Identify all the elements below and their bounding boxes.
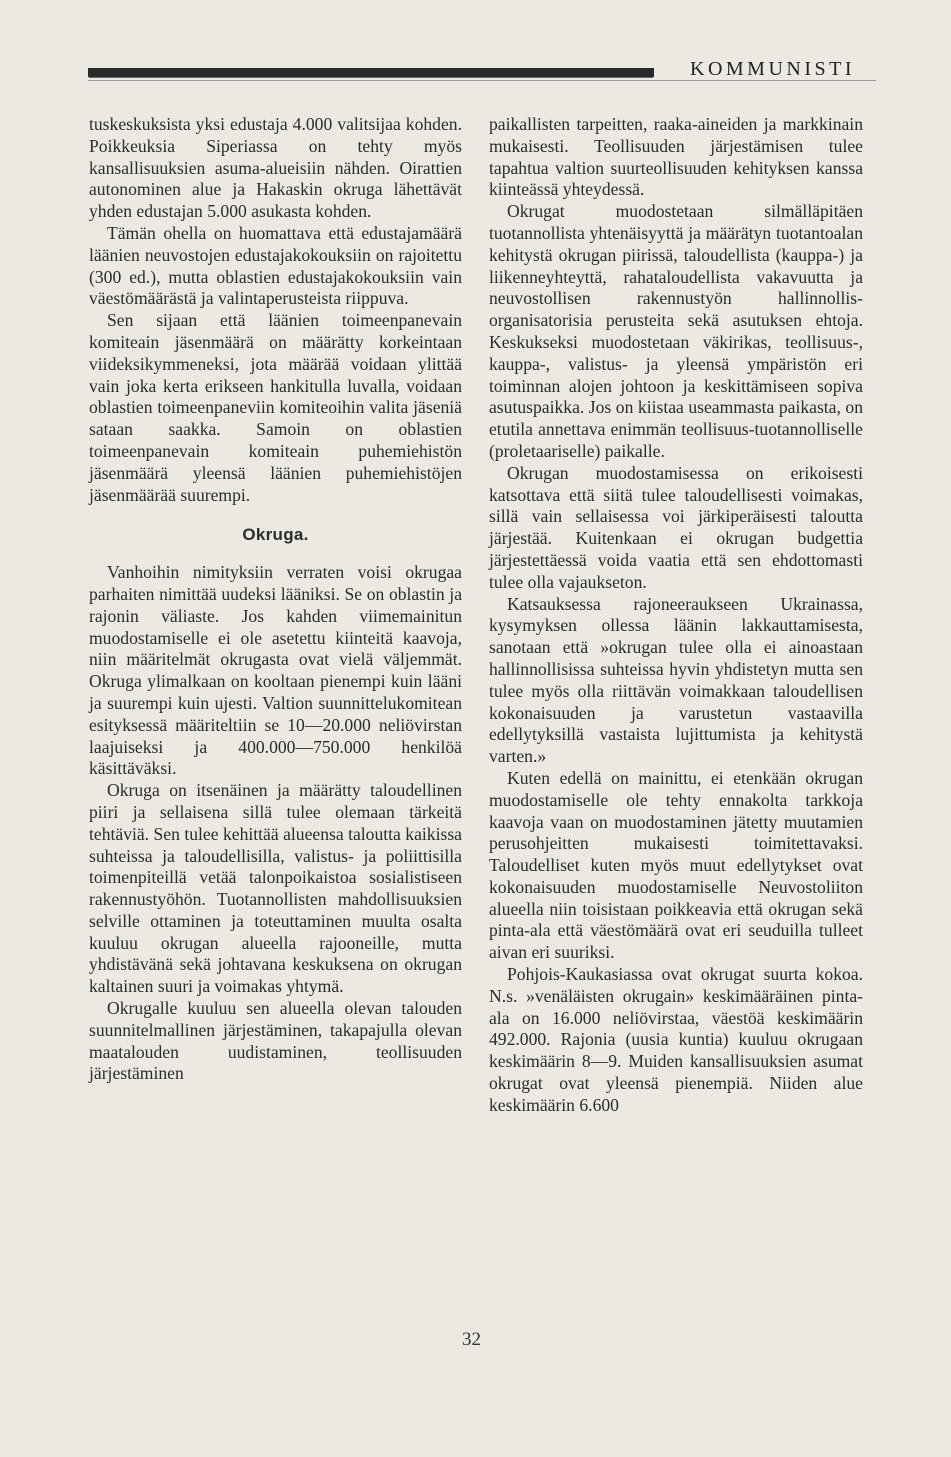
paragraph: Katsauksessa rajoneeraukseen Ukrainassa, kysymyksen ollessa läänin lakkauttamisesta, sanotaan että »okrugan tulee olla ei ainoastaan hallinnollisissa suhteissa hyvin yhdistetyn mutta sen tulee myös olla riittävän voimakkaan taloudellisen kokonaisuuden ja varustetun vastaavilla edellytyksillä vastaista lujittumista ja kehitystä varten.» — [489, 593, 863, 767]
paragraph: Okruga on itsenäinen ja määrätty taloudellinen piiri ja sellaisena sillä tulee olemaan tärkeitä tehtäviä. Sen tulee kehittää alueensa taloutta kaikissa suhteissa ja taloudellisilla, valistus- ja poliittisilla toimenpiteillä vetää talonpoikaistoa sosialistiseen rakennustyöhön. Tuotannollisten mahdollisuuksien selville ottaminen ja toteuttaminen muulta osalta kuuluu okrugan alueella rajooneille, mutta yhdistävänä sekä johtavana keskuksena on okrugan kaltainen suuri ja voimakas yhtymä. — [89, 780, 462, 997]
left-column — [89, 114, 462, 1085]
paragraph: paikallisten tarpeitten, raaka-aineiden ja markkinain mukaisesti. Teollisuuden järjestämisen tulee tapahtua valtion suurteollisuuden kehityksen kanssa kiinteässä yhteydessä. — [489, 114, 863, 200]
page-number: 32 — [462, 1329, 481, 1350]
paragraph: Kuten edellä on mainittu, ei etenkään okrugan muodostamiselle ole tehty ennakolta tarkkoja kaavoja vaan on muodostaminen jätetty muutamien perusohjeitten mukaisesti toimitettavaksi. Taloudelliset kuten myös muut edellytykset ovat kokonaisuuden muodostamiselle Neuvostoliiton alueella niin toisistaan poikkeavia että okrugan sekä pinta-ala että väestömäärä ovat eri seuduilla tulleet aivan eri suuriksi. — [489, 767, 863, 963]
paragraph: Sen sijaan että läänien toimeenpanevain komiteain jäsenmäärä on määrätty korkeintaan viideksikymmeneksi, jota määrää voidaan ylittää vain joka kerta erikseen hankitulla luvalla, voidaan oblastien toimeenpaneviin komiteoihin valita jäseniä sataan saakka. Samoin on oblastien toimeenpanevain komiteain puhemiehistön jäsenmäärä yleensä läänien puhemiehistöjen jäsenmäärää suurempi. — [89, 310, 462, 505]
paragraph: Okrugan muodostamisessa on erikoisesti katsottava että siitä tulee taloudellisesti voimakas, sillä vain sellaisessa voi järkiperäisesti taloutta järjestää. Kuitenkaan ei okrugan budgettia järjestettäessä voida vaatia että sen ehdottomasti tulee olla vajaukseton. — [489, 462, 863, 592]
paragraph: Okrugalle kuuluu sen alueella olevan talouden suunnitelmallinen järjestäminen, takapajulla olevan maatalouden uudistaminen, teollisuuden järjestäminen — [89, 998, 462, 1084]
paragraph: tuskeskuksista yksi edustaja 4.000 valitsijaa kohden. Poikkeuksia Siperiassa on tehty myös kansallisuuksien asuma-alueisiin nähden. Oirattien autonominen alue ja Hakaskin okruga lähettävät yhden edustajan 5.000 asukasta kohden. — [89, 114, 462, 222]
section-heading: Okruga. — [242, 525, 309, 545]
paragraph: Vanhoihin nimityksiin verraten voisi okrugaa parhaiten nimittää uudeksi lääniksi. Se on oblastin ja rajonin väliaste. Jos kahden viimemainitun muodostamiselle ei ole asetettu kiinteitä kaavoja, niin määritelmät okrugasta ovat vielä väljemmät. Okruga ylimalkaan on kooltaan pienempi kuin lääni ja suurempi kuin ujesti. Valtion suunnittelukomitean esityksessä määriteltiin se 10—20.000 neliövirstan laajuiseksi ja 400.000—750.000 henkilöä käsittäväksi. — [89, 562, 462, 779]
paragraph: Pohjois-Kaukasiassa ovat okrugat suurta kokoa. N.s. »venäläisten okrugain» keskimääräinen pinta-ala on 16.000 neliövirstaa, väestöä keskimäärin 492.000. Rajonia (uusia kuntia) kuuluu okrugaan keskimäärin 8—9. Muiden kansallisuuksien asumat okrugat ovat yleensä pienempiä. Niiden alue keskimäärin 6.600 — [489, 964, 863, 1115]
header-rule — [88, 68, 654, 77]
paragraph: Tämän ohella on huomattava että edustajamäärä läänien neuvostojen edustajakokouksiin on rajoitettu (300 ed.), mutta oblastien edustajakokouksiin vain väestömäärästä ja valintaperusteista riippuva. — [89, 222, 462, 309]
paragraph: Okrugat muodostetaan silmälläpitäen tuotannollista yhtenäisyyttä ja määrätyn tuotantoalan kehitystä okrugan piirissä, taloudellista (kauppa-) ja liikenneyhteyttä, rahataloudellista vakavuutta ja neuvostollisen rakennustyön hallinnollis-organisatorisia perusteita sekä asutuksen ehtoja. Keskukseksi muodostetaan väkirikas, teollisuus-, kauppa-, valistus- ja yleensä ympäristön eri toiminnan alojen johtoon ja keskittämiseen sopiva asutuspaikka. Jos on kiistaa useammasta paikasta, on etutila annettava enimmän teollisuus-tuotannolliselle (proletaariselle) paikalle. — [489, 201, 863, 461]
running-title: KOMMUNISTI — [690, 58, 855, 80]
right-column — [489, 114, 863, 1117]
